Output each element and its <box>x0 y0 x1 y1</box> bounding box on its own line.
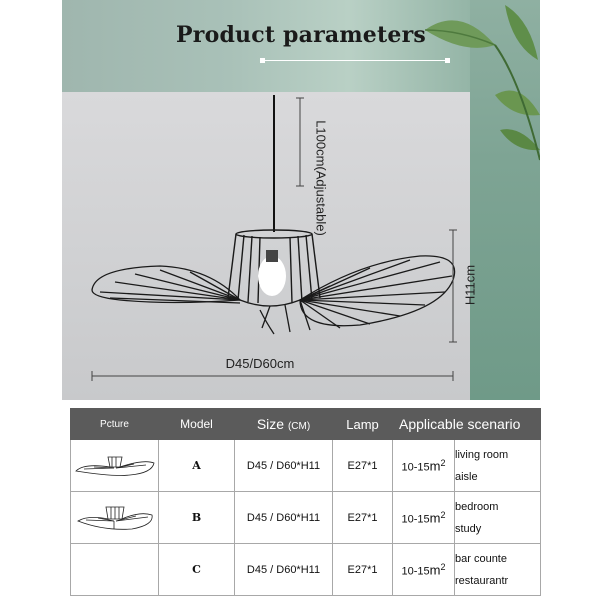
col-model: Model <box>159 409 235 440</box>
page-title: Product parameters <box>176 22 426 48</box>
scenario-1: bedroom <box>455 500 499 513</box>
height-label: H11cm <box>462 264 478 306</box>
row-size: D45 / D60*H11 <box>235 544 333 596</box>
row-model: B <box>159 492 235 544</box>
spec-table <box>70 408 541 596</box>
row-scenario <box>455 492 541 544</box>
table-row <box>71 544 541 596</box>
col-scenario: Applicable scenario <box>393 409 541 440</box>
row-size: D45 / D60*H11 <box>235 440 333 492</box>
length-dimension <box>313 92 329 264</box>
row-lamp: E27*1 <box>333 440 393 492</box>
diameter-label: D45/D60cm <box>225 356 295 371</box>
row-picture <box>71 440 159 492</box>
scenario-2: study <box>455 522 482 535</box>
row-size: D45 / D60*H11 <box>235 492 333 544</box>
row-lamp: E27*1 <box>333 544 393 596</box>
lamp-thumbnail-b <box>74 499 156 533</box>
area-unit: m <box>429 510 441 526</box>
row-picture <box>71 492 159 544</box>
area-value: 10-15 <box>401 461 430 474</box>
row-picture-empty <box>71 544 159 596</box>
scenario-1: living room <box>455 448 509 461</box>
area-exponent: 2 <box>440 561 446 572</box>
lamp-thumbnail-a <box>74 447 156 481</box>
row-model: C <box>159 544 235 596</box>
area-value: 10-15 <box>401 513 430 526</box>
height-dimension <box>462 250 478 320</box>
row-scenario <box>455 440 541 492</box>
table-header-row <box>71 409 541 440</box>
scenario-1: bar counte <box>455 552 507 565</box>
size-header-text: Size <box>256 416 285 432</box>
size-header-unit: (CM) <box>287 421 311 432</box>
row-area <box>393 544 455 596</box>
row-lamp: E27*1 <box>333 492 393 544</box>
col-lamp: Lamp <box>333 409 393 440</box>
area-value: 10-15 <box>401 565 430 578</box>
area-unit: m <box>429 562 441 578</box>
row-scenario <box>455 544 541 596</box>
table-row <box>71 440 541 492</box>
row-area <box>393 492 455 544</box>
scenario-2: restaurantr <box>455 574 509 587</box>
area-exponent: 2 <box>440 509 446 520</box>
row-model: A <box>159 440 235 492</box>
table-row <box>71 492 541 544</box>
scenario-2: aisle <box>455 470 478 483</box>
length-label: L100cm(Adjustable) <box>313 120 329 236</box>
col-size <box>235 409 333 440</box>
area-exponent: 2 <box>440 457 446 468</box>
col-picture: Pcture <box>71 409 159 440</box>
row-area <box>393 440 455 492</box>
area-unit: m <box>429 458 441 474</box>
